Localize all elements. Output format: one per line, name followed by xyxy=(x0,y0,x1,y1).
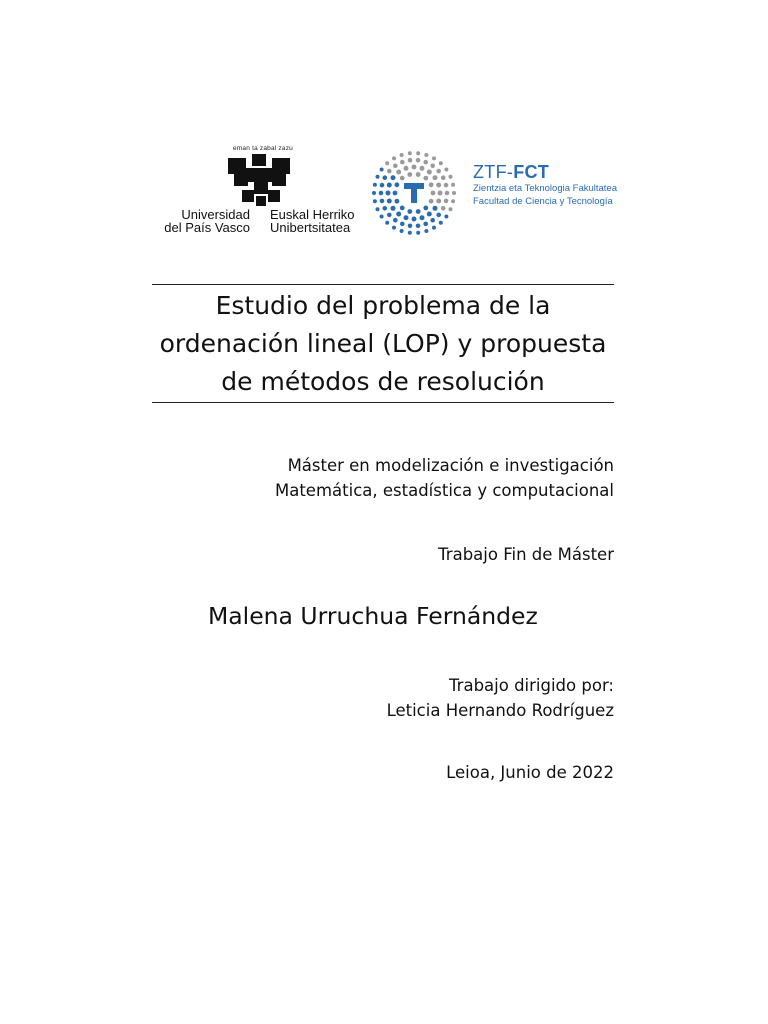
title-line-2: ordenación lineal (LOP) y propuesta xyxy=(159,329,607,358)
upv-motto: eman ta zabal zazu xyxy=(233,145,293,152)
upv-name-eu-line2: Unibertsitatea xyxy=(270,220,351,235)
fct-dot xyxy=(400,206,405,211)
fct-dot xyxy=(430,218,435,223)
title-line-3: de métodos de resolución xyxy=(221,367,545,396)
fct-dot xyxy=(400,222,405,227)
fct-dot xyxy=(416,172,421,177)
fct-dot xyxy=(395,182,400,187)
fct-dot xyxy=(433,206,438,211)
fct-dot xyxy=(416,158,421,163)
upv-name-eu-line1: Euskal Herriko xyxy=(270,207,355,222)
degree-name xyxy=(275,453,614,503)
fct-dot xyxy=(407,172,412,177)
fct-dots-icon xyxy=(368,150,460,236)
fct-dot xyxy=(383,175,388,180)
fct-dot xyxy=(429,199,434,204)
fct-dot xyxy=(439,221,443,225)
fct-dot xyxy=(395,199,400,204)
fct-dot xyxy=(416,209,421,214)
fct-dot xyxy=(391,175,396,180)
fct-dot xyxy=(404,215,409,220)
fct-dot xyxy=(423,176,428,181)
document-title xyxy=(140,287,626,401)
fct-dot xyxy=(392,226,396,230)
fct-dot xyxy=(423,222,428,227)
fct-dot xyxy=(449,175,453,179)
fct-title xyxy=(473,162,549,183)
fct-subtitle-eu: Zientzia eta Teknologia Fakultatea xyxy=(473,183,617,194)
upv-name-es-line1: Universidad xyxy=(181,207,250,222)
upv-emblem-icon xyxy=(226,152,298,206)
fct-dot xyxy=(444,215,448,219)
fct-dot xyxy=(379,191,384,196)
fct-dot xyxy=(373,183,377,187)
fct-title-bold: FCT xyxy=(513,162,550,182)
fct-dot xyxy=(436,213,441,218)
fct-dot xyxy=(400,176,405,181)
fct-title-prefix: ZTF- xyxy=(473,162,514,182)
fct-dot xyxy=(420,215,425,220)
work-type: Trabajo Fin de Máster xyxy=(438,545,614,564)
fct-dot xyxy=(451,199,455,203)
fct-dot xyxy=(431,191,436,196)
fct-dot xyxy=(430,164,435,169)
fct-dot xyxy=(380,168,384,172)
fct-dot xyxy=(445,191,450,196)
fct-dot xyxy=(372,191,376,195)
fct-dot xyxy=(452,191,456,195)
fct-dot xyxy=(386,191,391,196)
fct-dot xyxy=(436,199,441,204)
advisor-block xyxy=(387,673,614,723)
fct-dot xyxy=(441,206,446,211)
fct-dot xyxy=(436,169,441,174)
upv-name-es xyxy=(160,208,250,234)
title-rule-top xyxy=(152,284,614,285)
fct-dot xyxy=(408,158,413,163)
fct-dot xyxy=(416,231,420,235)
fct-dot xyxy=(412,165,417,170)
fct-dot xyxy=(444,183,449,188)
fct-dot xyxy=(424,153,428,157)
fct-dot xyxy=(380,183,385,188)
fct-dot xyxy=(400,160,405,165)
fct-dot xyxy=(444,199,449,204)
fct-dot xyxy=(373,199,377,203)
fct-dot xyxy=(387,169,392,174)
fct-center-glyph xyxy=(404,183,424,203)
fct-dot xyxy=(396,212,401,217)
fct-dot xyxy=(427,170,432,175)
fct-dot xyxy=(436,183,441,188)
fct-dot xyxy=(393,164,398,169)
fct-dot xyxy=(407,209,412,214)
fct-dot xyxy=(449,207,453,211)
fct-dot xyxy=(387,213,392,218)
fct-dot xyxy=(432,156,436,160)
upv-name-es-line2: del País Vasco xyxy=(164,220,250,235)
upv-name-eu xyxy=(270,208,370,234)
fct-dot xyxy=(433,175,438,180)
fct-dot xyxy=(424,229,428,233)
fct-dot xyxy=(380,215,384,219)
fct-dot xyxy=(420,166,425,171)
fct-dot xyxy=(385,161,389,165)
fct-dot xyxy=(432,226,436,230)
fct-dot xyxy=(400,153,404,157)
fct-dot xyxy=(387,199,392,204)
degree-line-1: Máster en modelización e investigación xyxy=(287,456,614,475)
fct-dot xyxy=(376,175,380,179)
degree-line-2: Matemática, estadística y computacional xyxy=(274,481,614,500)
place-date: Leioa, Junio de 2022 xyxy=(446,763,614,782)
fct-dot xyxy=(391,206,396,211)
title-rule-bottom xyxy=(152,402,614,403)
fct-dot xyxy=(380,199,385,204)
fct-dot xyxy=(396,170,401,175)
fct-dot xyxy=(429,182,434,187)
fct-dot xyxy=(439,161,443,165)
fct-dot xyxy=(416,151,420,155)
fct-dot xyxy=(385,221,389,225)
fct-dot xyxy=(408,224,413,229)
advisor-label: Trabajo dirigido por: xyxy=(449,676,614,695)
title-line-1: Estudio del problema de la xyxy=(215,291,551,320)
fct-subtitle-es: Facultad de Ciencia y Tecnología xyxy=(473,196,613,207)
fct-dot xyxy=(393,191,398,196)
fct-dot xyxy=(404,166,409,171)
fct-dot xyxy=(423,206,428,211)
fct-dot xyxy=(393,218,398,223)
fct-dot xyxy=(387,183,392,188)
fct-dot xyxy=(451,183,455,187)
fct-dot xyxy=(441,175,446,180)
fct-dot xyxy=(408,151,412,155)
fct-dot xyxy=(427,212,432,217)
advisor-name: Leticia Hernando Rodríguez xyxy=(386,701,614,720)
fct-dot xyxy=(438,191,443,196)
fct-dot xyxy=(400,229,404,233)
fct-dot xyxy=(444,168,448,172)
fct-dot xyxy=(416,224,421,229)
author-name: Malena Urruchua Fernández xyxy=(208,602,538,630)
fct-dot xyxy=(383,206,388,211)
fct-dot xyxy=(376,207,380,211)
fct-dot xyxy=(392,156,396,160)
fct-dot xyxy=(412,217,417,222)
fct-dot xyxy=(408,231,412,235)
fct-dot xyxy=(423,160,428,165)
